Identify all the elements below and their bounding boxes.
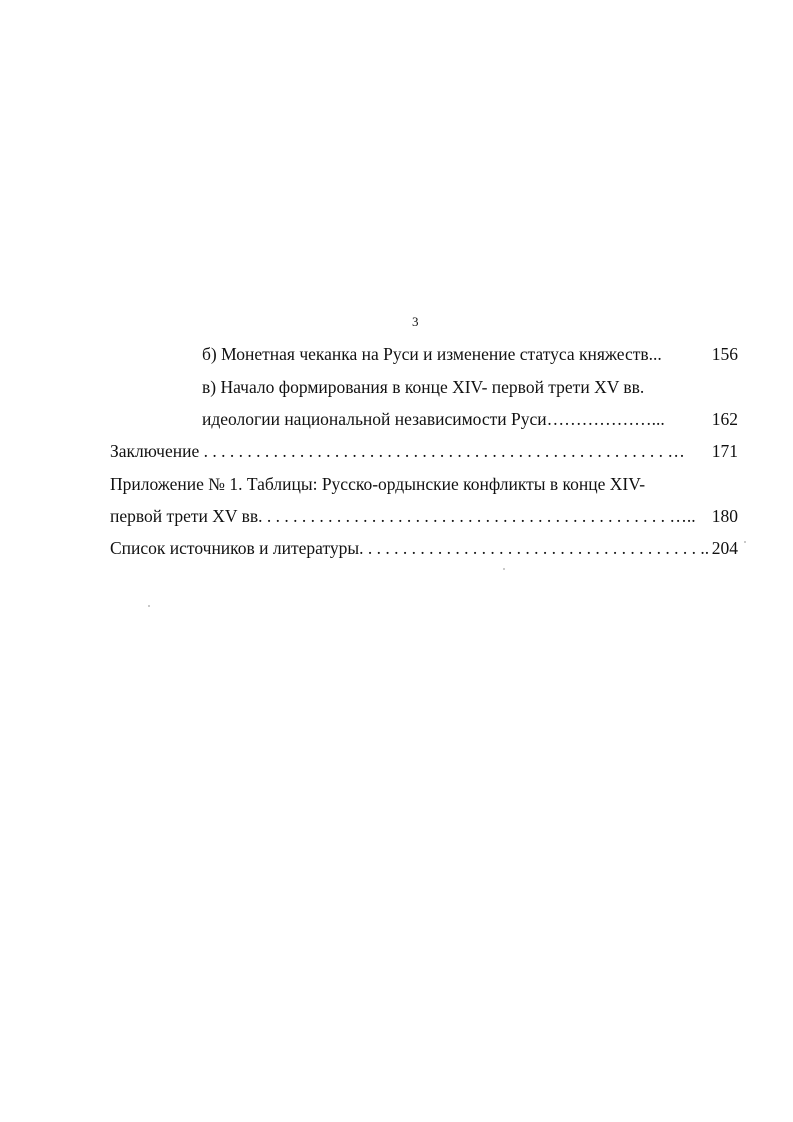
- toc-entry-page: 156: [711, 344, 738, 364]
- page-number: 3: [412, 314, 419, 329]
- toc-entry-text: Список источников и литературы. . . . . . . . . . . . . . . . . . . . . . . . . . . . . . . . . . . . . . . ..: [110, 538, 710, 558]
- toc-entry-text: идеологии национальной независимости Руси………………...: [202, 409, 665, 429]
- toc-entry-text: Заключение . . . . . . . . . . . . . . . . . . . . . . . . . . . . . . . . . . . . . . . . . . . . . . . . . . . . . …: [110, 441, 685, 461]
- toc-entry-page: 180: [711, 506, 738, 526]
- scan-speck: [503, 568, 505, 570]
- toc-entry-text: в) Начало формирования в конце XIV- первой трети XV вв.: [202, 377, 645, 397]
- toc-entry-page: 204: [711, 538, 738, 558]
- scan-speck: [148, 605, 150, 607]
- toc-entry-text: Приложение № 1. Таблицы: Русско-ордынские конфликты в конце XIV-: [110, 474, 646, 494]
- toc-entry-page: 171: [711, 441, 738, 461]
- scan-speck: [744, 541, 746, 543]
- toc-entry-page: 162: [711, 409, 738, 429]
- toc-entry-text: б) Монетная чеканка на Руси и изменение статуса княжеств...: [202, 344, 662, 364]
- toc-entry-text: первой трети XV вв. . . . . . . . . . . . . . . . . . . . . . . . . . . . . . . . . . . . . . . . . . . . . . . …..: [110, 506, 696, 526]
